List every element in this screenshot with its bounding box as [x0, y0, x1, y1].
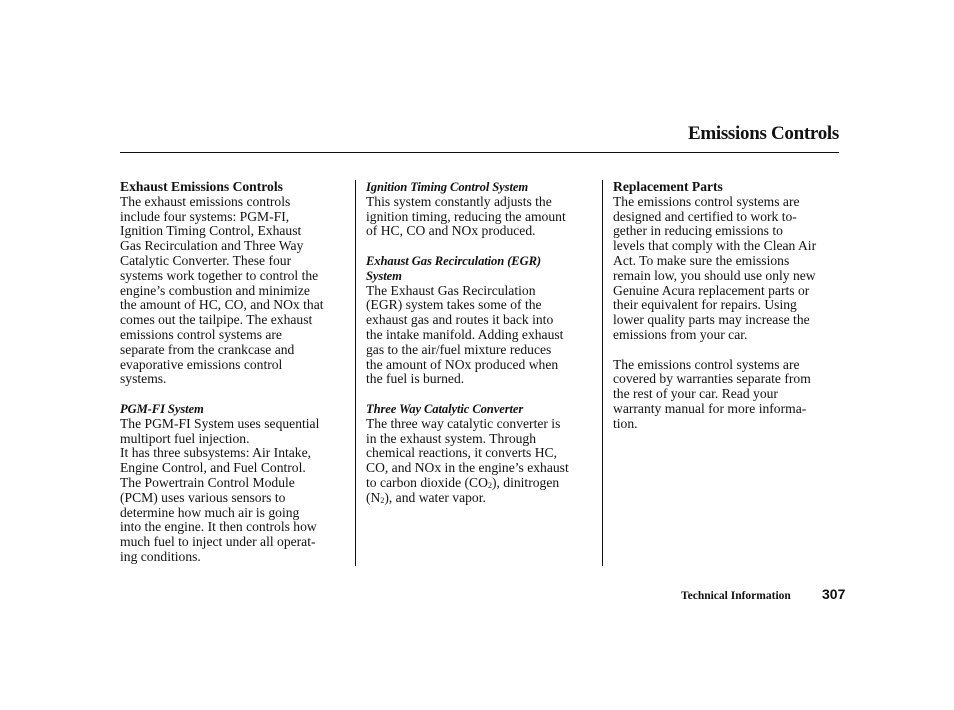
column-divider: [355, 180, 356, 566]
body-line: systems.: [120, 371, 167, 387]
body-text: ), and water vapor.: [384, 489, 486, 505]
body-line: The PGM-FI System uses sequential: [120, 415, 320, 431]
section-heading: Three Way Catalytic Converter: [366, 401, 524, 416]
section-ignition-timing-control: [366, 180, 596, 239]
body-line: much fuel to inject under all operat-: [120, 534, 316, 550]
body-line: Genuine Acura replacement parts or: [613, 282, 810, 298]
body-line: warranty manual for more informa-: [613, 400, 807, 416]
page-number: 307: [822, 586, 846, 602]
body-line: It has three subsystems: Air Intake,: [120, 445, 312, 461]
section-heading: Exhaust Emissions Controls: [120, 179, 283, 194]
section-heading: Replacement Parts: [613, 179, 723, 194]
body-line: levels that comply with the Clean Air: [613, 238, 817, 254]
column-right: [613, 180, 843, 432]
section-heading-continued: System: [366, 268, 402, 283]
section-pgm-fi-system: [120, 402, 350, 565]
column-middle: [366, 180, 596, 506]
body-line: lower quality parts may increase the: [613, 312, 810, 328]
body-text: ), dinitrogen: [491, 474, 560, 490]
body-line: ing conditions.: [120, 548, 201, 564]
body-line: remain low, you should use only new: [613, 267, 816, 283]
footer-section-label: Technical Information: [681, 590, 791, 602]
body-line: The Exhaust Gas Recirculation: [366, 282, 536, 298]
body-line: (PCM) uses various sensors to: [120, 489, 286, 505]
body-line: This system constantly adjusts the: [366, 193, 552, 209]
body-line: [366, 491, 596, 506]
body-line: designed and certified to work to-: [613, 208, 797, 224]
title-divider: [120, 152, 839, 153]
body-line: (EGR) system takes some of the: [366, 297, 542, 313]
body-line: The emissions control systems are: [613, 356, 800, 372]
body-line: chemical reactions, it converts HC,: [366, 445, 558, 461]
body-line: Catalytic Converter. These four: [120, 252, 292, 268]
body-line: evaporative emissions control: [120, 356, 283, 372]
body-text: to carbon dioxide (CO: [366, 474, 488, 490]
body-line: systems work together to control the: [120, 267, 319, 283]
body-line: ignition timing, reducing the amount: [366, 208, 566, 224]
body-line: CO, and NOx in the engine’s exhaust: [366, 460, 569, 476]
body-line: engine’s combustion and minimize: [120, 282, 310, 298]
section-heading: Ignition Timing Control System: [366, 180, 529, 194]
body-line: [366, 476, 596, 491]
body-line: the amount of HC, CO, and NOx that: [120, 297, 324, 313]
section-three-way-catalytic-converter: [366, 402, 596, 506]
body-line: covered by warranties separate from: [613, 371, 811, 387]
section-exhaust-gas-recirculation: [366, 254, 596, 387]
column-divider: [602, 180, 603, 566]
section-heading: PGM-FI System: [120, 401, 204, 416]
subscript: 2: [380, 495, 385, 505]
body-line: gas to the air/fuel mixture reduces: [366, 341, 552, 357]
body-line: comes out the tailpipe. The exhaust: [120, 312, 313, 328]
section-warranty-note: [613, 358, 843, 432]
body-line: in the exhaust system. Through: [366, 430, 537, 446]
subscript: 2: [487, 480, 492, 490]
body-text: (N: [366, 489, 381, 505]
body-line: The emissions control systems are: [613, 193, 800, 209]
body-line: tion.: [613, 415, 638, 431]
body-line: The three way catalytic converter is: [366, 415, 561, 431]
body-line: Act. To make sure the emissions: [613, 252, 790, 268]
body-line: the rest of your car. Read your: [613, 386, 778, 402]
section-replacement-parts: [613, 180, 843, 343]
body-line: include four systems: PGM-FI,: [120, 208, 290, 224]
body-line: Gas Recirculation and Three Way: [120, 238, 304, 254]
body-line: the intake manifold. Adding exhaust: [366, 326, 564, 342]
section-exhaust-emissions-controls: [120, 180, 350, 387]
column-left: [120, 180, 350, 565]
body-line: gether in reducing emissions to: [613, 223, 783, 239]
body-line: of HC, CO and NOx produced.: [366, 223, 536, 239]
body-line: the fuel is burned.: [366, 371, 465, 387]
body-line: determine how much air is going: [120, 504, 300, 520]
body-line: multiport fuel injection.: [120, 430, 250, 446]
body-line: The Powertrain Control Module: [120, 474, 295, 490]
body-line: their equivalent for repairs. Using: [613, 297, 797, 313]
body-line: Ignition Timing Control, Exhaust: [120, 223, 302, 239]
body-line: Engine Control, and Fuel Control.: [120, 460, 306, 476]
body-line: exhaust gas and routes it back into: [366, 312, 554, 328]
page-title: Emissions Controls: [687, 123, 839, 144]
body-line: emissions from your car.: [613, 326, 748, 342]
body-line: into the engine. It then controls how: [120, 519, 317, 535]
body-line: emissions control systems are: [120, 326, 282, 342]
body-line: the amount of NOx produced when: [366, 356, 559, 372]
body-line: The exhaust emissions controls: [120, 193, 291, 209]
body-line: separate from the crankcase and: [120, 341, 295, 357]
section-heading: Exhaust Gas Recirculation (EGR): [366, 253, 541, 268]
